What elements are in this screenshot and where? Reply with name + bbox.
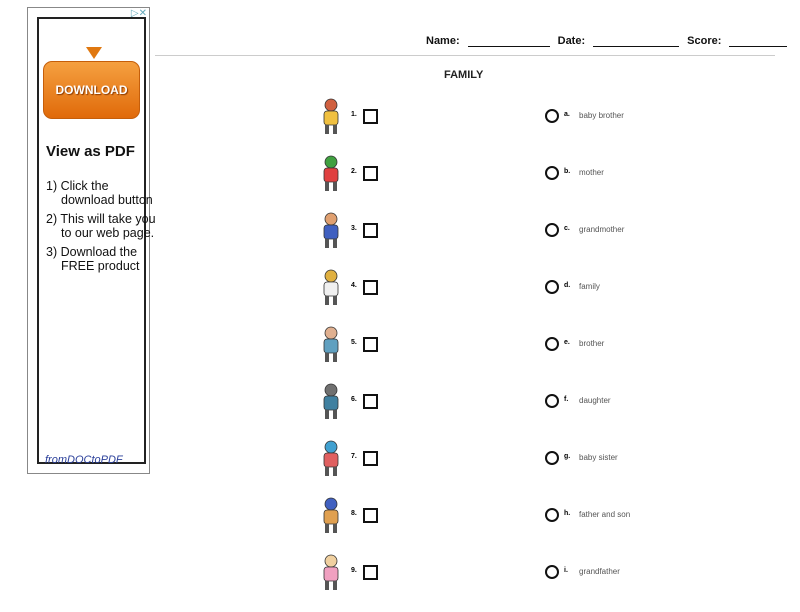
ad-heading: View as PDF: [46, 143, 135, 160]
question-row: [0, 339, 800, 384]
family-clipart-image: [315, 153, 347, 193]
option-letter: c.: [564, 225, 570, 232]
option-circle[interactable]: [545, 166, 559, 180]
download-button[interactable]: DOWNLOAD: [43, 61, 140, 119]
option-text: family: [579, 282, 600, 291]
option-text: baby sister: [579, 453, 618, 462]
answer-checkbox[interactable]: [363, 280, 378, 295]
option-circle[interactable]: [545, 451, 559, 465]
family-clipart-image: [315, 438, 347, 478]
question-row: [0, 453, 800, 498]
ad-step: 1) Click the download button: [46, 179, 153, 207]
score-line: [729, 35, 787, 47]
option-circle[interactable]: [545, 337, 559, 351]
question-number: 3.: [351, 225, 357, 232]
option-letter: f.: [564, 396, 569, 403]
answer-checkbox[interactable]: [363, 223, 378, 238]
option-text: father and son: [579, 510, 631, 519]
family-clipart-image: [315, 324, 347, 364]
question-number: 5.: [351, 339, 357, 346]
question-row: [0, 282, 800, 327]
option-letter: a.: [564, 111, 570, 118]
option-circle[interactable]: [545, 109, 559, 123]
name-line: [468, 35, 550, 47]
score-label: Score:: [687, 35, 722, 47]
worksheet-header: [426, 35, 787, 47]
option-circle[interactable]: [545, 565, 559, 579]
answer-checkbox[interactable]: [363, 451, 378, 466]
family-clipart-image: [315, 552, 347, 592]
arrow-down-icon: [86, 47, 102, 59]
question-number: 8.: [351, 510, 357, 517]
question-number: 2.: [351, 168, 357, 175]
option-text: grandfather: [579, 567, 620, 576]
option-letter: h.: [564, 510, 571, 517]
name-label: Name:: [426, 35, 460, 47]
question-row: [0, 510, 800, 555]
ad-step: 3) Download the FREE product: [46, 245, 140, 273]
option-circle[interactable]: [545, 394, 559, 408]
option-letter: g.: [564, 453, 571, 460]
option-circle[interactable]: [545, 508, 559, 522]
ad-logo[interactable]: fromDOCtoPDF: [45, 454, 123, 466]
question-number: 6.: [351, 396, 357, 403]
answer-checkbox[interactable]: [363, 166, 378, 181]
question-number: 7.: [351, 453, 357, 460]
option-letter: d.: [564, 282, 571, 289]
date-line: [593, 35, 679, 47]
option-letter: e.: [564, 339, 570, 346]
question-row: [0, 396, 800, 441]
answer-checkbox[interactable]: [363, 394, 378, 409]
family-clipart-image: [315, 96, 347, 136]
question-row: [0, 111, 800, 156]
option-text: daughter: [579, 396, 611, 405]
question-number: 1.: [351, 111, 357, 118]
option-letter: i.: [564, 567, 568, 574]
family-clipart-image: [315, 210, 347, 250]
answer-checkbox[interactable]: [363, 109, 378, 124]
option-circle[interactable]: [545, 223, 559, 237]
question-number: 4.: [351, 282, 357, 289]
worksheet-title: FAMILY: [444, 69, 484, 81]
option-circle[interactable]: [545, 280, 559, 294]
option-text: grandmother: [579, 225, 625, 234]
header-divider: [155, 55, 775, 56]
adchoices-icon[interactable]: ▷✕: [130, 8, 147, 19]
answer-checkbox[interactable]: [363, 565, 378, 580]
answer-checkbox[interactable]: [363, 337, 378, 352]
option-text: baby brother: [579, 111, 624, 120]
answer-checkbox[interactable]: [363, 508, 378, 523]
question-row: [0, 168, 800, 213]
option-text: mother: [579, 168, 604, 177]
family-clipart-image: [315, 267, 347, 307]
question-row: [0, 567, 800, 612]
ad-step: 2) This will take you to our web page.: [46, 212, 156, 240]
question-number: 9.: [351, 567, 357, 574]
option-letter: b.: [564, 168, 571, 175]
option-text: brother: [579, 339, 605, 348]
date-label: Date:: [557, 35, 586, 47]
family-clipart-image: [315, 495, 347, 535]
family-clipart-image: [315, 381, 347, 421]
